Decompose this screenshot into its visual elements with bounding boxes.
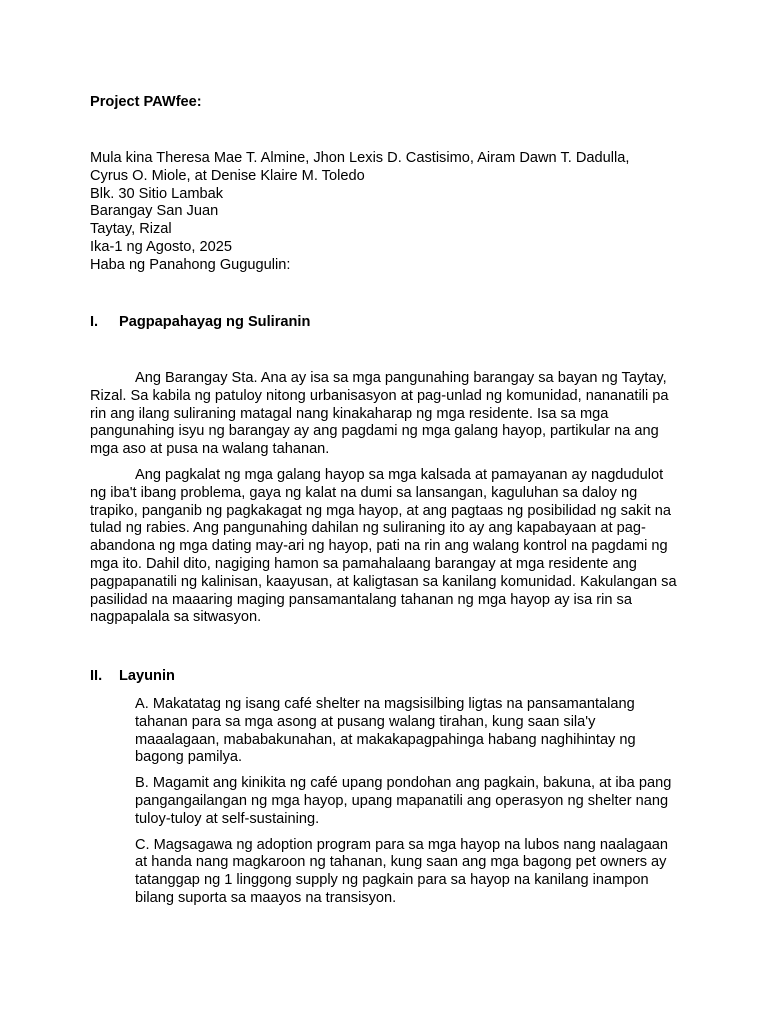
objective-item: B. Magamit ang kinikita ng café upang pondohan ang pagkain, bakuna, at iba pang pangangailangan ng mga hayop, upang mapanatili ang operasyon ng shelter nang tuloy-tuloy at self-sustaining.	[135, 775, 672, 827]
document-title: Project PAWfee:	[90, 94, 202, 110]
objective-item: C. Magsagawa ng adoption program para sa mga hayop na lubos nang naalagaan at handa nang magkaroon ng tahanan, kung saan ang mga bagong pet owners ay tatanggap ng 1 linggong supply ng pagkain para sa hayop na kanilang inampon bilang suporta sa maayos na transisyon.	[135, 836, 669, 906]
section-number: I.	[90, 314, 99, 330]
section-heading-2	[90, 668, 175, 686]
paragraph: Ang Barangay Sta. Ana ay isa sa mga pangunahing barangay sa bayan ng Taytay, Rizal. Sa kabila ng patuloy nitong urbanisasyon at pag-unlad ng komunidad, nananatili pa rin ang ilang suliraning matagal nang kinakaharap ng mga residente. Isa sa mga pangunahing isyu ng barangay ay ang pagdami ng mga galang hayop, partikular na ang mga aso at pusa na walang tahanan.	[90, 370, 669, 458]
address-line-barangay: Barangay San Juan	[90, 203, 219, 220]
proposal-date: Ika-1 ng Agosto, 2025	[90, 238, 232, 255]
section-title: Pagpapahayag ng Suliranin	[119, 314, 311, 330]
objectives-list	[135, 696, 682, 916]
section-heading-1	[90, 314, 310, 332]
address-line-city: Taytay, Rizal	[90, 221, 172, 238]
section-1-body	[90, 370, 682, 627]
address-line-block: Blk. 30 Sitio Lambak	[90, 185, 224, 202]
proponents-line-2: Cyrus O. Miole, at Denise Klaire M. Toledo	[90, 167, 365, 184]
proposal-info-block	[90, 150, 682, 275]
proponents-line-1: Mula kina Theresa Mae T. Almine, Jhon Lexis D. Castisimo, Airam Dawn T. Dadulla,	[90, 150, 630, 166]
objective-item: A. Makatatag ng isang café shelter na magsisilbing ligtas na pansamantalang tahanan para sa mga asong at pusang walang tirahan, kung saan sila'y maaalagaan, mababakunahan, at makakapagpahinga habang naghihintay ng bagong pamilya.	[135, 696, 636, 766]
paragraph: Ang pagkalat ng mga galang hayop sa mga kalsada at pamayanan ay nagdudulot ng iba't ibang problema, gaya ng kalat na dumi sa lansangan, kaguluhan sa daloy ng trapiko, panganib ng pagkakagat ng mga hayop, at ang pagtaas ng posibilidad ng sakit na tulad ng rabies. Ang pangunahing dahilan ng suliraning ito ay ang kapabayaan at pag-abandona ng mga dating may-ari ng hayop, pati na rin ang walang kontrol na pagdami ng mga ito. Dahil dito, nagiging hamon sa pamahalaang barangay at mga residente ang pagpapanatili ng kalinisan, kaayusan, at kaligtasan sa kanilang komunidad. Kakulangan sa pasilidad na maaaring maging pansamantalang tahanan ng mga hayop ay isa rin sa nagpapalala sa sitwasyon.	[90, 466, 677, 626]
section-title: Layunin	[119, 668, 175, 684]
section-number: II.	[90, 668, 103, 684]
proposal-duration: Haba ng Panahong Gugugulin:	[90, 256, 291, 273]
